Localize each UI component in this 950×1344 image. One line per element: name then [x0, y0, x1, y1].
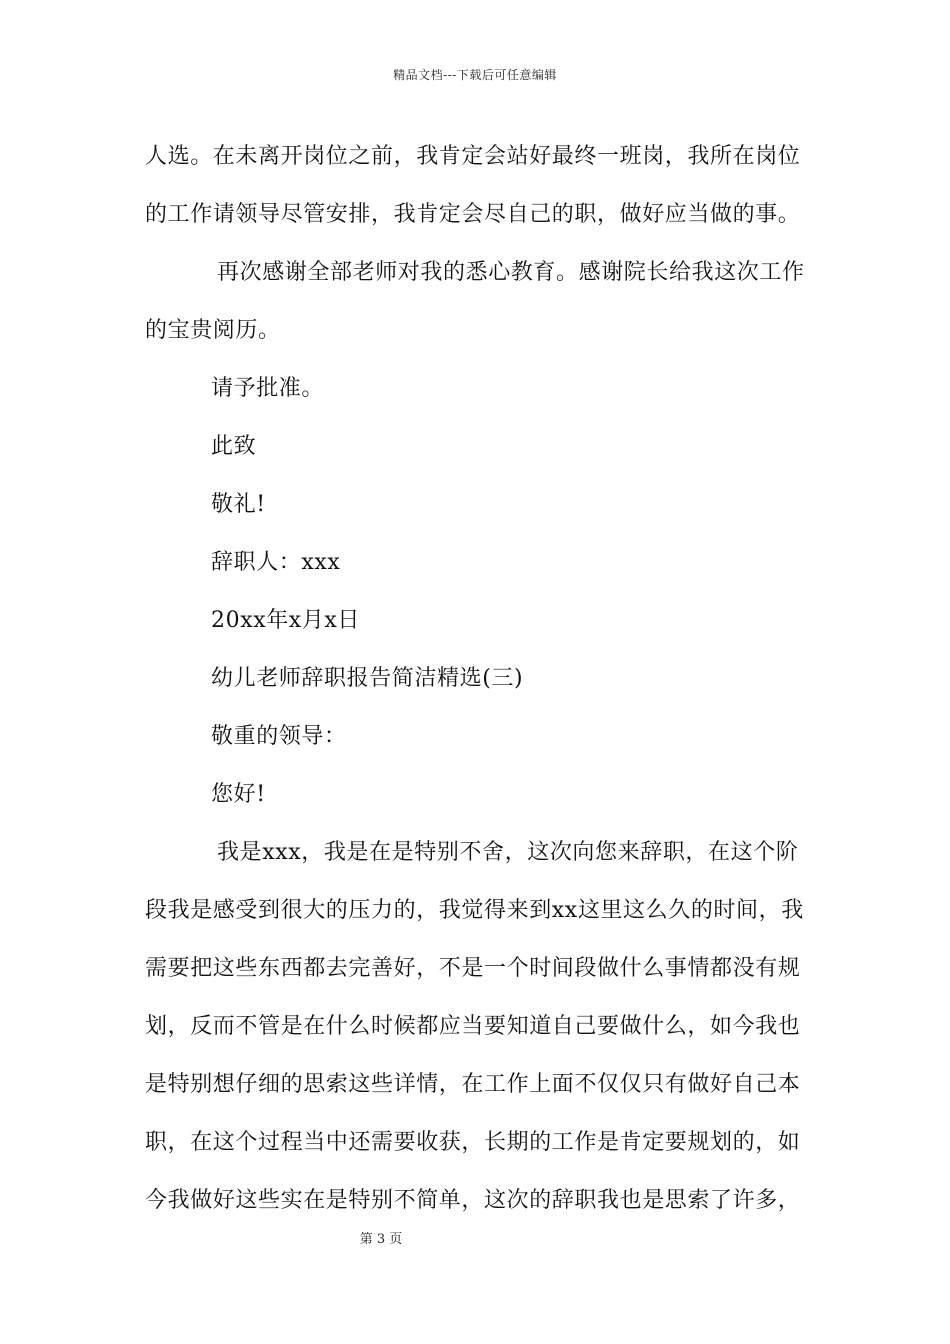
body-line: 是特别想仔细的思索这些详情，在工作上面不仅仅只有做好自己本 [145, 1072, 801, 1097]
page-header: 精品文档---下载后可任意编辑 [393, 68, 557, 82]
closing-salutation: 此致 [211, 434, 257, 459]
document-body [145, 128, 810, 1230]
section-title: 幼儿老师辞职报告简洁精选(三) [211, 666, 524, 691]
approval-request: 请予批准。 [211, 376, 325, 401]
body-line: 的工作请领导尽管安排，我肯定会尽自己的职，做好应当做的事。 [145, 202, 801, 227]
body-line: 今我做好这些实在是特别不简单，这次的辞职我也是思索了许多， [145, 1188, 801, 1213]
paragraph-first-line: 我是xxx，我是在是特别不舍，这次向您来辞职，在这个阶 [217, 840, 799, 865]
signature-line: 辞职人：xxx [211, 550, 341, 575]
body-line: 职，在这个过程当中还需要收获，长期的工作是肯定要规划的，如 [145, 1130, 801, 1155]
body-line: 段我是感受到很大的压力的，我觉得来到xx这里这么久的时间，我 [145, 898, 804, 923]
body-line: 划，反而不管是在什么时候都应当要知道自己要做什么，如今我也 [145, 1014, 801, 1039]
paragraph-first-line: 再次感谢全部老师对我的悉心教育。感谢院长给我这次工作 [217, 260, 805, 285]
greeting: 您好! [211, 782, 266, 807]
greeting-addressee: 敬重的领导： [211, 724, 347, 749]
date-line: 20xx年x月x日 [211, 608, 361, 633]
body-line: 人选。在未离开岗位之前，我肯定会站好最终一班岗，我所在岗位 [145, 144, 801, 169]
closing-respect: 敬礼! [211, 492, 266, 517]
body-line: 的宝贵阅历。 [145, 318, 281, 343]
page-number: 第 3 页 [359, 1232, 403, 1247]
body-line: 需要把这些东西都去完善好，不是一个时间段做什么事情都没有规 [145, 956, 801, 981]
